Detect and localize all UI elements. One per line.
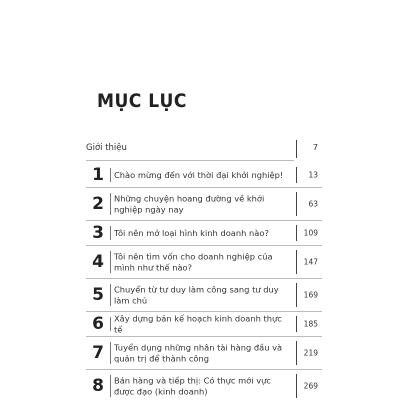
page-divider [296,167,297,183]
page-divider [296,283,297,307]
intro-page-number: 7 [312,143,318,152]
page-divider [296,250,297,274]
chapter-page-number: 13 [308,170,318,180]
intro-label: Giới thiệu [86,143,127,153]
toc-entry[interactable] [86,163,322,188]
chapter-page-number: 169 [303,290,318,300]
page-divider [296,316,297,332]
chapter-page-number: 109 [303,228,318,238]
page-divider [296,341,297,365]
chapter-number: 1 [92,165,104,185]
chapter-page-number: 219 [303,348,318,358]
chapter-number-divider [110,284,111,306]
chapter-page-number: 185 [303,319,318,329]
chapter-number-divider [110,375,111,397]
toc-divider [86,160,294,161]
chapter-title: Những chuyện hoang đường về khởi nghiệp ngày nay [114,193,265,214]
chapter-title: Tôi nên mở loại hình kinh doanh nào? [114,227,269,238]
chapter-page-number: 63 [308,199,318,209]
page-divider [296,225,297,241]
chapter-number: 6 [92,314,104,334]
chapter-number: 3 [92,223,104,243]
toc-entry[interactable] [86,337,322,370]
chapter-title: Chào mừng đến với thời đại khởi nghiệp! [114,169,284,180]
chapter-title: Xây dựng bản kế hoạch kinh doanh thực tế [114,313,282,334]
page-divider [296,374,297,398]
toc-entry[interactable] [86,221,322,246]
chapter-title: Tuyển dụng những nhân tài hàng đầu và quản trị để thành công [114,342,283,363]
chapter-number: 2 [92,194,104,214]
chapter-number-divider [110,251,111,273]
toc-entry[interactable] [86,312,322,337]
chapter-number: 8 [92,376,104,396]
chapter-number-divider [110,317,111,331]
chapter-page-number: 269 [303,381,318,391]
toc-entry[interactable] [86,370,322,402]
toc-entry[interactable] [86,279,322,312]
chapter-page-number: 147 [303,257,318,267]
chapter-number: 5 [92,285,104,305]
intro-divider [296,140,297,158]
chapter-number: 7 [92,343,104,363]
chapter-number-divider [110,168,111,182]
page-title: MỤC LỤC [97,90,187,112]
chapter-number-divider [110,226,111,240]
toc-intro[interactable] [86,140,318,158]
toc-chapter-list [86,163,322,402]
chapter-number-divider [110,342,111,364]
chapter-title: Chuyển từ tư duy làm công sang tư duy làm chủ [114,284,279,305]
chapter-title: Bán hàng và tiếp thị: Có thực mới vực được đạo (kinh doanh) [114,375,271,396]
toc-entry[interactable] [86,246,322,279]
chapter-number: 4 [92,252,104,272]
page-divider [296,192,297,216]
chapter-number-divider [110,193,111,215]
chapter-title: Tôi nên tìm vốn cho doanh nghiệp của mình như thế nào? [114,251,273,272]
toc-entry[interactable] [86,188,322,221]
